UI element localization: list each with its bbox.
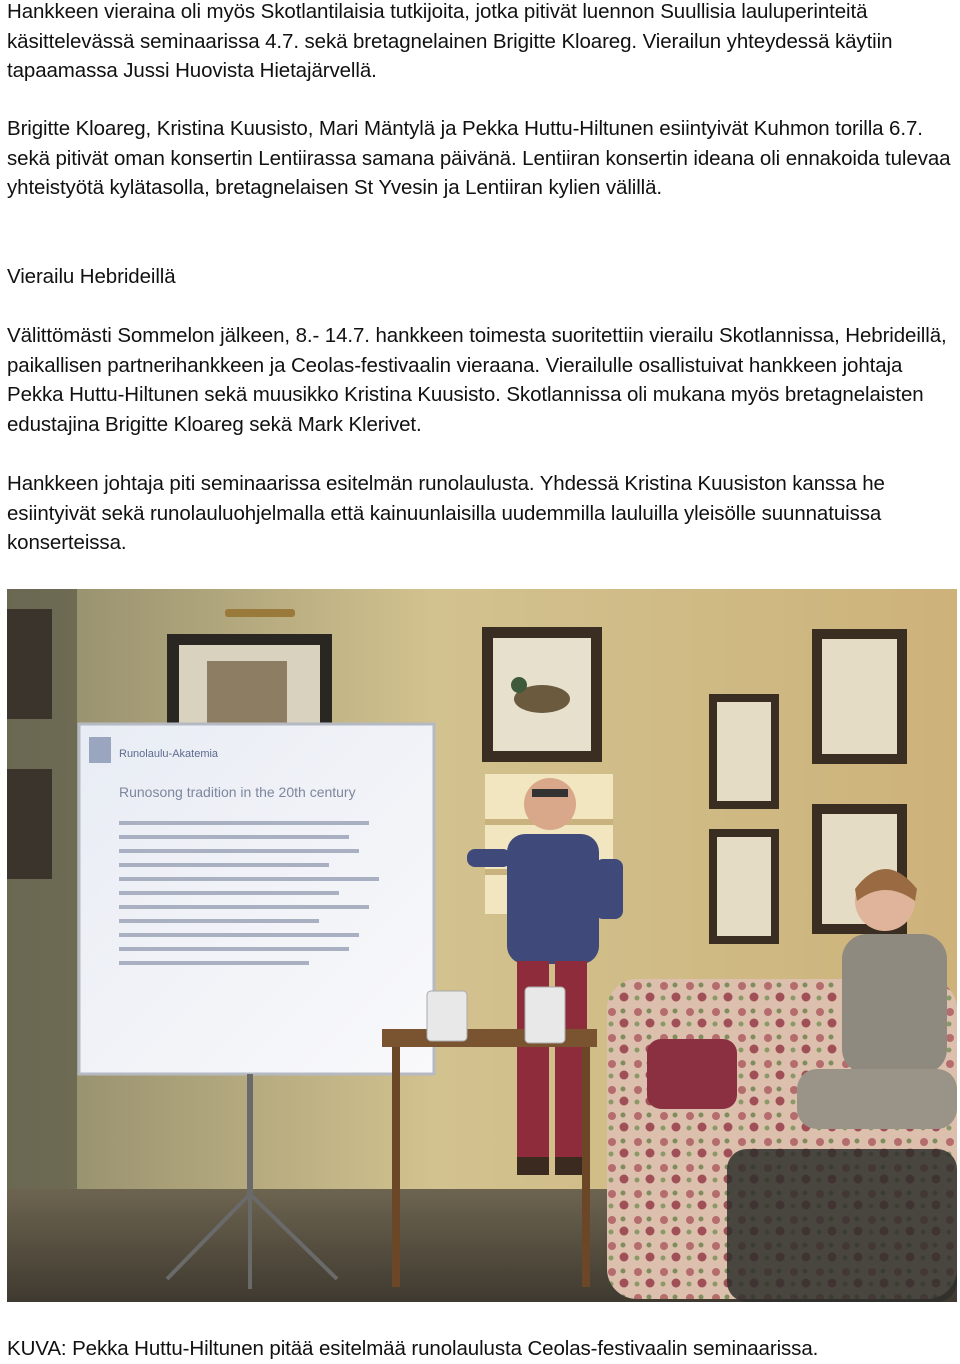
picture-lamp <box>225 609 295 617</box>
seminar-photo-illustration <box>7 589 957 1302</box>
paragraph-kuhmo-concert: Brigitte Kloareg, Kristina Kuusisto, Mari Mäntylä ja Pekka Huttu-Hiltunen esiintyivät Kuhmon torilla 6.7. sekä pitivät oman konsertin Lentiirassa samana päivänä. Lentiiran konsertin ideana oli ennakoida tulevaa yhteistyötä kylätasolla, bretagnelaisen St Yvesin ja Lentiiran kylien välillä. <box>7 117 951 200</box>
paragraph-hebrides-visit: Välittömästi Sommelon jälkeen, 8.- 14.7. hankkeen toimesta suoritettiin vierailu Skotlannissa, Hebrideillä, paikallisen partnerihankkeen ja Ceolas-festivaalin vieraana. Vierailulle osallistuivat hankkeen johtaja Pekka Huttu-Hiltunen sekä muusikko Kristina Kuusisto. Skotlannissa oli mukana myös bretagnelaisten edustajina Brigitte Kloareg sekä Mark Klerivet. <box>7 324 947 436</box>
paragraph-scottish-researchers: Hankkeen vieraina oli myös Skotlantilaisia tutkijoita, jotka pitivät luennon Suullisia lauluperinteitä käsittelevässä seminaarissa 4.7. sekä bretagnelainen Brigitte Kloareg. Vierailun yhteydessä käytiin tapaamassa Jussi Huovista Hietajärvellä. <box>7 0 893 83</box>
slide-brand: Runolaulu-Akatemia <box>119 748 219 760</box>
section-heading-hebrides: Vierailu Hebrideillä <box>7 265 176 288</box>
paragraph-seminar-lecture: Hankkeen johtaja piti seminaarissa esitelmän runolaulusta. Yhdessä Kristina Kuusiston kanssa he esiintyivät sekä runolauluohjelmalla että kainuunlaisilla uudemmilla lauluilla yleisölle suunnatuissa konserteissa. <box>7 472 885 555</box>
slide-title: Runosong tradition in the 20th century <box>119 784 356 800</box>
photo-caption: KUVA: Pekka Huttu-Hiltunen pitää esitelmää runolaulusta Ceolas-festivaalin seminaarissa. <box>7 1337 819 1360</box>
seminar-photo <box>7 589 957 1302</box>
